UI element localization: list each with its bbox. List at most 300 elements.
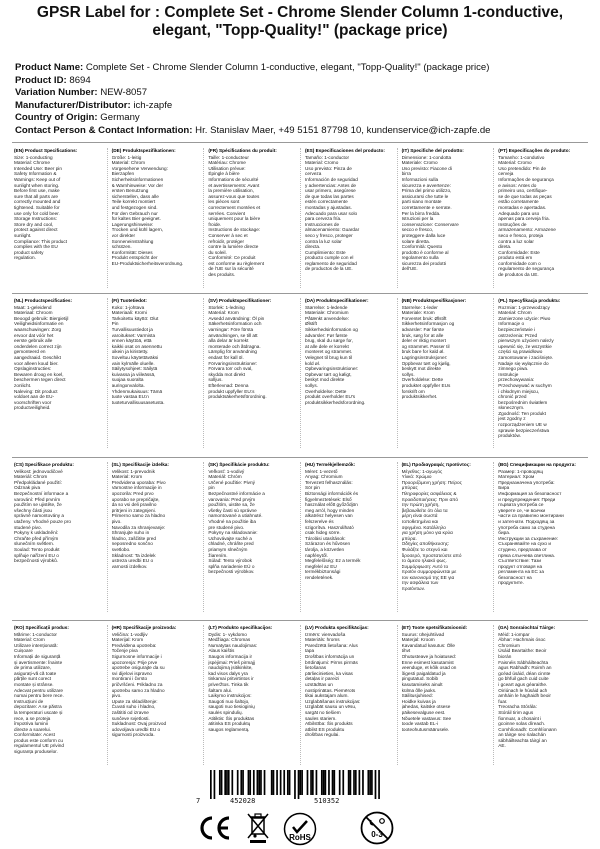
spec-line: împotriva luminii	[14, 721, 48, 727]
spec-line: voorschriften voor	[14, 399, 52, 405]
spec-line: naudojimą įsitikinkite,	[208, 665, 253, 671]
spec-line: Tamaño: 1-conductor	[304, 154, 350, 160]
spec-line: μπύρα.	[401, 535, 417, 541]
product-id-value: 8694	[69, 74, 91, 86]
weee-crossed-bin-icon	[247, 812, 269, 844]
spec-line: Materiale: Chromium	[304, 310, 349, 316]
spec-line: namontované a utiahnuté.	[208, 513, 263, 519]
barcode-bar	[355, 770, 357, 795]
spec-line: estão corretamente	[498, 199, 539, 205]
spec-line: varování: Před prvním	[14, 496, 61, 502]
spec-line: uniquement pour la bière	[208, 216, 261, 222]
spec-line: Velegnet til brug kun til	[304, 354, 353, 360]
spec-line: Veiligheidsinformatie en	[14, 321, 64, 327]
spec-line: Naleving: Dit product	[14, 388, 58, 394]
spec-line: splňuje nařízení EU o	[14, 552, 59, 558]
spec-line: Trocken und kühl lagern,	[111, 227, 164, 233]
spec-line: Opslaginstructies:	[14, 366, 52, 372]
spec-cell	[10, 298, 107, 448]
spec-line: neposredno sončno	[111, 541, 153, 547]
spec-heading: (HR) Specifikacije proizvoda:	[111, 625, 177, 630]
svg-text:RoHS: RoHS	[289, 833, 311, 842]
barcode-bar	[321, 770, 323, 795]
spec-line: sure that all parts are	[14, 193, 59, 199]
spec-row-3	[10, 462, 590, 612]
spec-line: Materijal: Krom	[111, 637, 144, 643]
spec-line: Przechowywać w suchym	[498, 382, 552, 388]
spec-line: da so vsi deli pravilno	[111, 502, 157, 508]
spec-line: Soulad: Tento produkt	[14, 546, 60, 552]
spec-line: Dimensione: 1-condotta	[401, 154, 452, 160]
spec-line: Υλικό: Χρώμιο	[401, 474, 432, 480]
spec-line: Cumplimiento: Este	[304, 249, 346, 255]
spec-cell	[107, 148, 204, 288]
barcode-bar	[323, 770, 325, 795]
spec-line: contre la lumière directe	[208, 244, 259, 250]
spec-line: cerveja	[498, 171, 514, 177]
spec-line: udovoljava uredbi EU o	[111, 726, 161, 732]
spec-line: Maat: 1-geleidend	[14, 304, 52, 310]
spec-line: jahedas, kaitske otsese	[401, 704, 451, 710]
spec-heading: (DE) Produktspezifikationen:	[111, 148, 176, 153]
barcode-bar	[378, 770, 380, 799]
spec-line: estén correctamente	[304, 199, 348, 205]
spec-line: Zgodność: Ten produkt	[498, 410, 546, 416]
barcode-bars	[210, 770, 380, 800]
page-title: GPSR Label for : Complete Set - Chrome Slender Column 1-conductive, elegant, "Topp-Quality!" (package price)	[36, 4, 564, 39]
spec-line: použitím se ujistěte, že	[14, 502, 62, 508]
spec-heading: (HU) Termékjellemzők:	[304, 462, 356, 467]
spec-line: siguranța produselor.	[14, 749, 58, 755]
spec-cell	[107, 625, 204, 765]
barcode-bar	[221, 770, 223, 795]
spec-line: Размер: 1-проводящ	[498, 468, 543, 474]
spec-line: Warnings: Keep out of	[14, 176, 61, 182]
spec-line: Upute za skladištenje:	[111, 698, 158, 704]
spec-line: tooteohutusmäärusele.	[401, 726, 450, 732]
spec-line: Odznak piva	[14, 485, 41, 491]
spec-line: Intended Use: Beer pin	[14, 165, 62, 171]
spec-line: de l'UE sur la sécurité	[208, 266, 254, 272]
spec-cell	[397, 462, 494, 612]
spec-line: solare diretta.	[401, 238, 431, 244]
spec-line: το άμεσο ηλιακό φως.	[401, 558, 447, 564]
spec-line: eerste gebruik alle	[14, 338, 53, 344]
spec-line: Méret: 1-vezető	[304, 468, 338, 474]
spec-line: Overholdelse: Dette	[304, 388, 347, 394]
spec-line: Materiaal: Chroom	[14, 310, 53, 316]
spec-line: Información de seguridad	[304, 176, 358, 182]
spec-line: и затегнати. Подходящ за	[498, 518, 555, 524]
spec-line: Alaus kaištis	[208, 648, 235, 654]
spec-line: Stóráil tirim agus	[498, 709, 534, 715]
spec-line: Materiāls: hroms	[304, 637, 340, 643]
spec-line: fionnuar, a chosaint i	[498, 715, 542, 721]
spec-line: voor alleen koud bier.	[14, 360, 59, 366]
spec-line: Material: Cromo	[304, 160, 339, 166]
spec-line: Conserver à sec et	[208, 232, 248, 238]
spec-line: contra la luz solar	[304, 238, 342, 244]
spec-line: žiarením.	[208, 552, 228, 558]
spec-line: Tárolási utasítások:	[304, 535, 346, 541]
spec-line: Sonneneinstrahlung	[111, 238, 154, 244]
spec-line: monterade och åtdragna.	[208, 343, 261, 349]
spec-line: de prima utilizare,	[14, 665, 51, 671]
barcode-bar	[289, 770, 291, 795]
spec-heading: (SK) Špecifikácie produktu:	[208, 462, 270, 467]
spec-line: употреба само за студена	[498, 524, 555, 530]
spec-line: refroidir, protéger	[208, 238, 245, 244]
spec-line: aangedraaid. Geschikt	[14, 354, 61, 360]
spec-line: Vorgesehene Verwendung:	[111, 165, 168, 171]
spec-line: Suurus: ühejuhtiivad	[401, 631, 445, 637]
spec-line: napfénytől.	[304, 552, 328, 558]
spec-line: Storlek: 1-ledning	[208, 304, 245, 310]
spec-line: Bewaren droog en koel,	[14, 371, 64, 377]
spec-line: i chłodnym miejscu,	[498, 388, 540, 394]
spec-line: Saugoti nuo šaltojo,	[208, 698, 250, 704]
spec-line: Förvara torr och sval,	[208, 366, 253, 372]
spec-cell	[397, 148, 494, 288]
spec-line: Velikost: 1-prevodnik	[111, 468, 155, 474]
spec-line: Ølstift	[304, 321, 317, 327]
spec-heading: (EN) Product Specifications:	[14, 148, 78, 153]
spec-line: tikai aukstajam alum.	[304, 693, 349, 699]
spec-line: beschermen tegen direct	[14, 377, 66, 383]
spec-line: βεβαιωθείτε ότι όλα τα	[401, 507, 448, 513]
spec-line: Lagerungshinweise:	[111, 221, 154, 227]
barcode-bar	[298, 770, 300, 799]
field-label: Contact Person & Contact Information:	[15, 124, 193, 136]
age-warning-icon	[360, 810, 394, 846]
spec-line: Предназначена употреба:	[498, 479, 555, 485]
spec-line: Teile korrekt montiert	[111, 199, 156, 205]
spec-line: upotrebe osigurajte da su	[111, 665, 165, 671]
spec-line: bezpieczeństwie i	[498, 326, 536, 332]
spec-line: pivo.	[111, 693, 122, 699]
spec-line: montadas y ajustadas.	[304, 204, 352, 210]
spec-line: contra a luz solar	[498, 238, 534, 244]
spec-line: Lämplig för användning	[208, 349, 258, 355]
spec-cell	[493, 462, 590, 612]
barcode-digits-left: 452028	[230, 797, 256, 805]
spec-line: regolamento sulla	[401, 255, 439, 261]
spec-line: lietošanas	[304, 665, 327, 671]
spec-line: produktsikkerhedsforordning.	[304, 399, 366, 405]
spec-line: и предупреждения: Преди	[498, 496, 556, 502]
spec-heading: (FR) Spécifications du produit:	[208, 148, 277, 153]
barcode-digits-right: 510352	[314, 797, 340, 805]
spec-line: drošības regulai.	[304, 732, 340, 738]
spec-line: τον κανονισμό της ΕΕ για	[401, 574, 455, 580]
spec-line: Instrukcje	[498, 371, 519, 377]
spec-line: Uso previsto: Fiacone di	[401, 165, 452, 171]
spec-line: Materiale: Krom	[401, 310, 435, 316]
spec-line: Store dry and cool,	[14, 221, 54, 227]
spec-line: toode vastab EL-i	[401, 721, 439, 727]
spec-line: brug, skal du sørge for,	[304, 338, 353, 344]
manufacturer-value: ich-zapfe	[133, 99, 173, 111]
spec-line: Größe: 1-leitig	[111, 154, 142, 160]
spec-cell	[10, 462, 107, 612]
spec-line: priamym slnečným	[208, 546, 248, 552]
spec-line: Biztonsági információk és	[304, 490, 359, 496]
spec-line: προϊόν συμμορφώνεται με	[401, 569, 457, 575]
spec-line: directa.	[304, 244, 321, 250]
product-name-value: Complete Set - Chrome Slender Column 1-conductive, elegant, "Topp-Quality!" (package price)	[85, 62, 490, 73]
spec-line: Sigurnosne informacije i	[111, 653, 162, 659]
spec-line: produktów.	[498, 433, 521, 439]
barcode-bar	[367, 770, 369, 795]
spec-line: Информация за безопасност	[498, 490, 562, 496]
spec-line: gcoinne solas díreach.	[498, 721, 546, 727]
spec-line: Určené použitie: Pivný	[208, 479, 255, 485]
spec-line: sigurnosti proizvoda.	[111, 732, 155, 738]
spec-line: Chraňte před přímým	[14, 535, 59, 541]
spec-line: Informações de segurança	[498, 176, 554, 182]
spec-line: Paredzētā lietošana: Alus	[304, 642, 358, 648]
spec-line: Nõuetele vastavus: See	[401, 715, 452, 721]
spec-line: Uchovávajte suché a	[208, 535, 252, 541]
barcode-bar	[260, 770, 262, 795]
spec-line: Comhlíonadh: Comhlíonann	[498, 726, 557, 732]
spec-cell	[493, 298, 590, 448]
spec-line: les pièces sont	[208, 199, 240, 205]
spec-line: Materiál: Chrom	[14, 474, 48, 480]
spec-line: saugos reglamentą.	[208, 726, 250, 732]
spec-line: de productos de la UE.	[304, 266, 353, 272]
spec-line: продуктите.	[498, 580, 524, 586]
barcode-bar	[219, 770, 221, 795]
spec-line: Chromium	[498, 642, 520, 648]
spec-line: správně namontovány a	[14, 513, 65, 519]
spec-line: Adecuado para usar solo	[304, 210, 358, 216]
spec-line: svi dijelovi ispravno	[111, 670, 153, 676]
spec-line: Drošības informācija un	[304, 653, 355, 659]
barcode-bar	[301, 770, 303, 795]
spec-line: Avsedd användning: Öl pin	[208, 315, 265, 321]
contact-row	[15, 125, 590, 138]
spec-line: användningen, se till att	[208, 332, 258, 338]
spec-line: conformidade com o	[498, 260, 541, 266]
spec-line: varnosti izdelkov.	[111, 563, 148, 569]
spec-line: Yhdenmukaisuus: Tämä	[111, 388, 163, 394]
spec-line: onderdelen correct zijn	[14, 343, 62, 349]
spec-line: waarschuwingen: Zorg	[14, 326, 62, 332]
spec-line: Čuvati suho i hladno,	[111, 704, 156, 710]
spec-line: Méid: 1-iompar	[498, 631, 530, 637]
spec-line: Mărime: 1-conductor	[14, 631, 57, 637]
spec-line: seco e fresco, proteja	[498, 232, 544, 238]
spec-line: utaženy. Vhodné pouze pro	[14, 518, 71, 524]
spec-line: pierwszym użyciem należy	[498, 338, 554, 344]
spec-cell	[203, 298, 300, 448]
spec-line: Épingle à bière	[208, 171, 240, 177]
spec-line: rozporządzeniem UE w	[498, 422, 547, 428]
barcode-bar	[353, 770, 355, 795]
spec-line: protect against direct	[14, 227, 58, 233]
spec-line: Cuișoare	[14, 648, 33, 654]
spec-line: части са правилно монтирани	[498, 513, 564, 519]
spec-heading: (IT) Specifiche del prodotto:	[401, 148, 464, 153]
spec-cell	[203, 462, 300, 612]
spec-line: Forventet bruk: Ølstift	[401, 315, 447, 321]
divider	[12, 293, 588, 294]
spec-line: Varnostne informacije in	[111, 485, 162, 491]
spec-line: sollys.	[401, 371, 415, 377]
spec-line: Material: Cromo	[498, 160, 532, 166]
spec-line: sunčeve svjetlosti.	[111, 715, 150, 721]
spec-line: Säkerhetsinformation och	[208, 321, 262, 327]
spec-line: Størrelse: 1-ledende	[304, 304, 348, 310]
spec-line: Οδηγίες αποθήκευσης:	[401, 541, 450, 547]
spec-line: tapa	[304, 648, 315, 654]
field-label: Product Name:	[15, 62, 84, 73]
spec-line: Beoogd gebruik: Biergietijl	[14, 315, 69, 321]
barcode-bar	[273, 770, 275, 795]
spec-line: ostrzeżenia: Przed	[498, 332, 538, 338]
spec-line: Instrucciones de	[304, 221, 340, 227]
spec-line: Veličina: 1-vodljiv	[111, 631, 148, 637]
spec-line: Utilisation prévue:	[208, 165, 246, 171]
spec-line: regulamento de segurança	[498, 266, 555, 272]
spec-line: Material: Krom	[208, 310, 239, 316]
spec-line: veenduge, et kõik osad on	[401, 665, 457, 671]
spec-line: Material: Chrom	[111, 160, 145, 166]
spec-heading: (ES) Especificaciones del producto:	[304, 148, 385, 153]
spec-line: külma õlle jaoks.	[401, 687, 437, 693]
spec-line: assurez-vous que toutes	[208, 193, 260, 199]
spec-row-4	[10, 625, 590, 765]
barcode-bar	[332, 770, 334, 795]
spec-line: szigorítva. Használható	[304, 524, 354, 530]
spec-line: secco e fresco,	[401, 227, 434, 233]
spec-line: detaļas ir pareizi	[304, 676, 340, 682]
spec-line: spĺňa nariadenie EÚ o	[208, 563, 255, 569]
spec-line: schützen.	[111, 244, 132, 250]
spec-line: biorán	[498, 653, 512, 659]
spec-line: kold øl.	[304, 360, 321, 366]
spec-line: og strammet. Passer til	[401, 343, 450, 349]
spec-line: bezpečnosti výrobkov.	[208, 569, 255, 575]
spec-line: Sukladnost: Ovaj proizvod	[111, 721, 167, 727]
spec-line: des produits.	[208, 272, 236, 278]
spec-line: sábháilteachta táirgí an	[498, 737, 547, 743]
spec-line: figyelmeztetések: Első	[304, 496, 352, 502]
spec-line: opozorila: Pred prvo	[111, 490, 154, 496]
spec-line: Adequado para uso	[498, 210, 540, 216]
spec-line: y advertencias: Antes de	[304, 182, 357, 188]
spec-line: τοποθετημένα και	[401, 518, 439, 524]
barcode-bar	[299, 770, 301, 795]
spec-line: Съхранявайте на сухо и	[498, 541, 551, 547]
spec-heading: (FI) Tuotetiedot:	[111, 298, 147, 303]
spec-line: fuar.	[498, 698, 508, 704]
spec-line: Skladnost: Ta izdelek	[111, 552, 156, 558]
spec-line: Pokyny k uskladnění:	[14, 530, 59, 536]
spec-line: product safety	[14, 249, 44, 255]
spec-line: usar primero, asegúrese	[304, 188, 356, 194]
spec-line: correctement montées et	[208, 204, 261, 210]
spec-heading: (NL) Productspecificaties:	[14, 298, 73, 303]
spec-line: produktsikkerhet.	[401, 394, 438, 400]
spec-line: conservazione: Conservare	[401, 221, 459, 227]
spec-line: oikein ja kiristetty.	[111, 349, 149, 355]
spec-line: EU-Produktsicherheitsverordnung.	[111, 260, 184, 266]
spec-row-2	[10, 298, 590, 448]
spec-line: solljus.	[208, 377, 223, 383]
spec-line: Προοριζόμενη χρήση: Πείρος	[401, 479, 462, 485]
barcode-bar	[359, 770, 361, 795]
spec-line: meg arról, hogy minden	[304, 507, 355, 513]
spec-line: an táirge seo rialachán	[498, 732, 546, 738]
spec-line: montirani i čvrsto	[111, 676, 148, 682]
spec-line: την ασφάλεια των	[401, 580, 439, 586]
spec-line: бира.	[498, 530, 511, 536]
barcode-bar	[369, 770, 371, 795]
spec-cell	[203, 625, 300, 765]
barcode-bar	[240, 770, 242, 795]
barcode-bar	[310, 770, 312, 795]
spec-line: dell'UE.	[401, 266, 418, 272]
spec-line: Πληροφορίες ασφάλειας &	[401, 490, 457, 496]
spec-line: Efterlevnad: Denna	[208, 382, 249, 388]
spec-line: alla delar är korrekt	[208, 338, 249, 344]
spec-line: Für den Gebrauch nur	[111, 210, 158, 216]
spec-line: Enne esimest kasutamist	[401, 659, 454, 665]
spec-heading: (SL) Specifikacije izdelka:	[111, 462, 169, 467]
spec-line: Material: Chrome	[14, 160, 50, 166]
spec-line: słonecznym.	[498, 405, 525, 411]
spec-line: pivo.	[111, 518, 122, 524]
spec-line: upozorenja: Prije prve	[111, 659, 158, 665]
spec-line: Tamanho: 1-condutivo	[498, 154, 545, 160]
spec-line: Förvaringsinstruktioner:	[208, 360, 258, 366]
spec-line: montate și strânse.	[14, 681, 54, 687]
spec-line: регламента на ЕС за	[498, 569, 544, 575]
spec-line: correctly mounted and	[14, 199, 61, 205]
spec-line: használat előtt győződjön	[304, 502, 358, 508]
spec-line: rece, a se proteja	[14, 715, 51, 721]
spec-line: advarsler: Før første	[401, 326, 445, 332]
barcode-bar	[312, 770, 314, 795]
spec-heading: (LV) Produkta specifikācijas:	[304, 625, 369, 630]
spec-line: Atbilstība: Šis produkts	[304, 721, 353, 727]
spec-line: rendeletének.	[304, 574, 334, 580]
spec-line: numai pentru bere rece.	[14, 693, 64, 699]
spec-line: Инструкции за съхранение:	[498, 535, 559, 541]
spec-line: varoitukset: Varmista	[111, 332, 156, 338]
spec-line: Φυλάξτε το στεγνό και	[401, 546, 448, 552]
spec-line: Úsáid Beartaithe: Beoir	[498, 648, 547, 654]
spec-line: kuivassa ja viileässä,	[111, 371, 156, 377]
spec-line: Kavandatud kasutus: Õlle	[401, 642, 456, 648]
barcode-bar	[328, 770, 330, 795]
spec-line: Dydis: 1- vykdomo	[208, 631, 247, 637]
spec-line: õigesti paigaldatud ja	[401, 670, 446, 676]
spec-line: bruk, sørg for at alle	[401, 332, 444, 338]
spec-line: produs este conform cu	[14, 737, 63, 743]
field-label: Product ID:	[15, 74, 67, 86]
spec-line: e avisos: Antes do	[498, 182, 537, 188]
spec-line: ervoor dat vóór het	[14, 332, 54, 338]
spec-line: Before first use, make	[14, 188, 60, 194]
spec-line: μέρη είναι σωστά	[401, 513, 438, 519]
spec-line: Istruzioni per la	[401, 216, 434, 222]
spec-line: nostiprinātas. Piemērots	[304, 687, 356, 693]
spec-line: Anyag: Chromium	[304, 474, 343, 480]
spec-line: Oppbevar tørt og kjølig,	[401, 360, 451, 366]
